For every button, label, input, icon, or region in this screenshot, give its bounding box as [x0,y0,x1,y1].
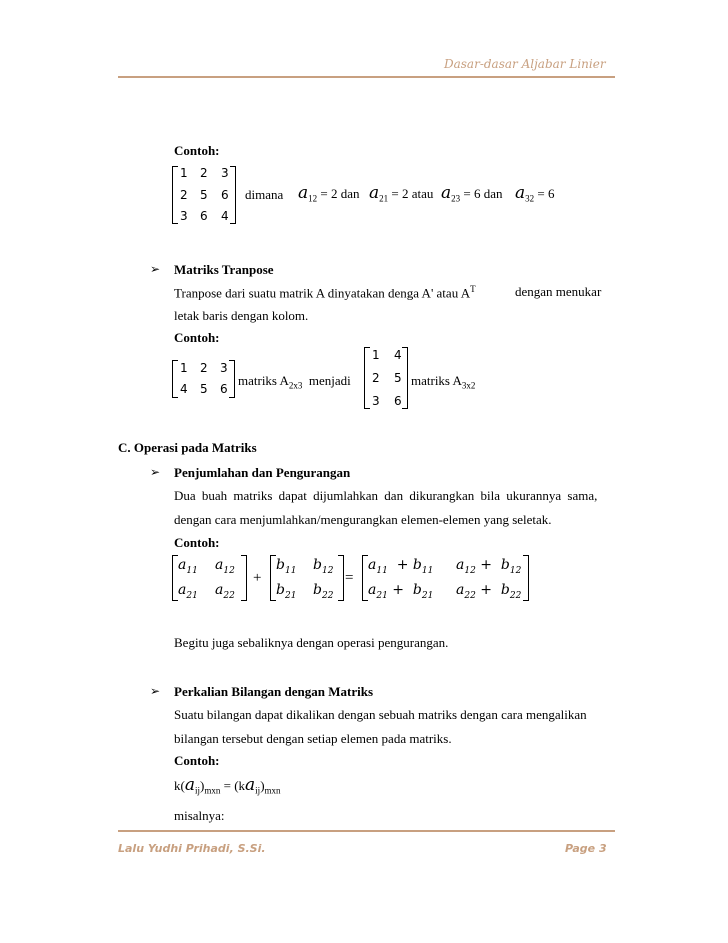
scalar-contoh-label: Contoh: [174,753,220,768]
addition-heading: Penjumlahan dan Pengurangan [174,465,351,480]
matrix-cell: $b_{12}$ [313,557,334,576]
header-rule [118,76,615,78]
matrix-cell: $a_{12}$ [215,557,235,576]
scalar-misalnya: misalnya: [174,808,225,823]
scalar-text-line2: bilangan tersebut dengan setiap elemen pada matriks. [174,731,452,746]
matrix-cell: $a_{22}$ [215,582,235,601]
matrix-cell: $b_{22}$ [313,582,334,601]
matrix-cell: $b_{11}$ [276,557,297,576]
matrix-cell: $a_{21} + b_{21}$ [368,582,434,601]
plus-sign: + [253,570,262,586]
bullet-arrow-icon: ➢ [150,684,161,698]
matrix-sum-general [362,555,529,601]
addition-after-text: Begitu juga sebaliknya dengan operasi pengurangan. [174,635,449,650]
matrix-cell: 1 [372,348,380,362]
matrix-cell: 2 [200,166,208,180]
matrix-cell: 6 [200,209,208,223]
matrix-cell: 2 [180,188,188,202]
addition-text-line2: dengan cara menjumlahkan/mengurangkan elemen-elemen yang seletak. [174,512,552,527]
matrix-cell: 4 [221,209,229,223]
matrix-b-general [270,555,344,601]
matrix-cell: 5 [394,371,402,385]
matrix-a-general [172,555,247,601]
matrix-cell: $a_{12} + b_{12}$ [456,557,522,576]
equals-sign: = [345,570,354,586]
transpose-text-line1-end: dengan menukar [515,284,602,299]
bullet-arrow-icon: ➢ [150,262,161,276]
matrix-cell: 2 [200,361,208,375]
example1-element-a12: $a_{12} = 2$ dan [298,183,360,204]
matrix-cell: 5 [200,382,208,396]
matrix-cell: 3 [372,394,380,408]
scalar-heading: Perkalian Bilangan dengan Matriks [174,684,373,699]
matrix-cell: $a_{22} + b_{22}$ [456,582,522,601]
matrix-cell: 4 [180,382,188,396]
matrix-A [172,360,235,398]
example1-contoh-label: Contoh: [174,143,220,158]
scalar-text-line1: Suatu bilangan dapat dikalikan dengan sebuah matriks dengan cara mengalikan [174,707,587,722]
matrix-cell: 6 [221,188,229,202]
footer-page-number: Page 3 [565,842,607,855]
example1-element-a23: $a_{23} = 6$ dan [441,183,503,204]
matrix-cell: $b_{21}$ [276,582,297,601]
transpose-heading: Matriks Tranpose [174,262,274,277]
footer-rule [118,830,615,832]
matrix-cell: 2 [372,371,380,385]
example1-dimana: dimana [245,187,284,202]
addition-contoh-label: Contoh: [174,535,220,550]
matrix-cell: $a_{11} + b_{11}$ [368,557,434,576]
footer-author: Lalu Yudhi Prihadi, S.Si. [118,842,266,855]
transpose-contoh-label: Contoh: [174,330,220,345]
matrix-cell: 1 [180,361,188,375]
transpose-text-line2: letak baris dengan kolom. [174,308,309,323]
matrix-cell: 5 [200,188,208,202]
matrix-cell: 3 [220,361,228,375]
scalar-formula: $k(a_{ij})_{mxn} = (ka_{ij})_{mxn}$ [174,775,281,796]
header-title: Dasar-dasar Aljabar Linier [444,57,606,71]
example1-element-a21: $a_{21} = 2$ atau [369,183,434,204]
matrix-AT-label: matriks $A_{3x2}$ [411,373,476,391]
section-c-heading: C. Operasi pada Matriks [118,440,257,455]
matrix-cell: $a_{11}$ [178,557,198,576]
matrix-cell: 6 [220,382,228,396]
example1-element-a32: $a_{32} = 6$ [515,183,555,204]
transpose-text-line1: Tranpose dari suatu matrik A dinyatakan denga A' atau $A^T$ [174,284,476,301]
matrix-A-transpose [364,347,408,409]
matrix-cell: 3 [221,166,229,180]
matrix-A-label: matriks $A_{2x3}$ menjadi [238,373,351,391]
matrix-cell: 3 [180,209,188,223]
matrix-cell: 4 [394,348,402,362]
addition-text-line1: Dua buah matriks dapat dijumlahkan dan dikurangkan bila ukurannya sama, [174,488,598,503]
matrix-cell: 6 [394,394,402,408]
example1-matrix [172,166,236,224]
bullet-arrow-icon: ➢ [150,465,161,479]
matrix-cell: $a_{21}$ [178,582,198,601]
matrix-cell: 1 [180,166,188,180]
